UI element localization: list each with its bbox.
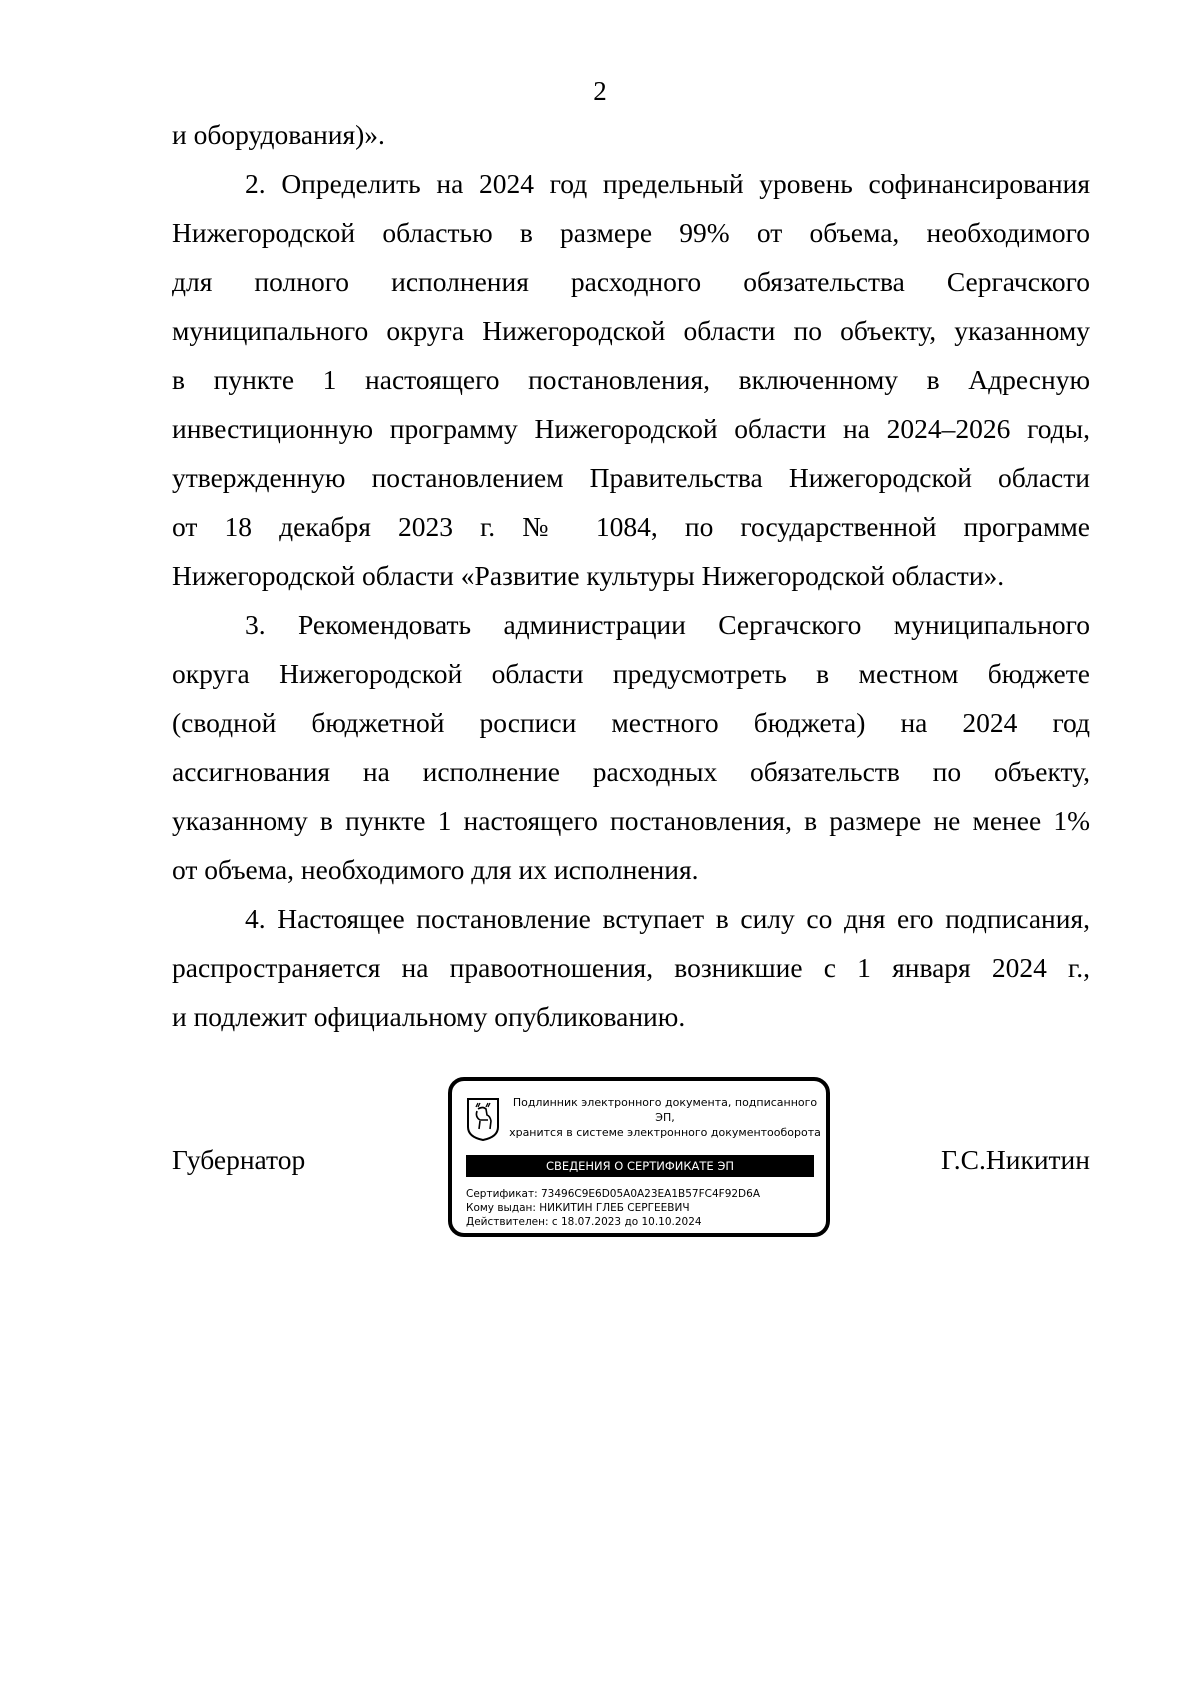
stamp-header	[506, 1095, 824, 1140]
text-line: распространяется на правоотношения, возникшие с 1 января 2024 г.,	[172, 952, 1090, 983]
deer-emblem-icon	[466, 1097, 500, 1141]
signatory-name: Г.С.Никитин	[941, 1144, 1090, 1175]
text-line: Нижегородской области «Развитие культуры Нижегородской области».	[172, 560, 1005, 591]
text-line: от объема, необходимого для их исполнения.	[172, 854, 699, 885]
text-line: указанному в пункте 1 настоящего постановления, в размере не менее 1%	[172, 805, 1090, 836]
text-line: ассигнования на исполнение расходных обязательств по объекту,	[172, 756, 1090, 787]
text-line: и подлежит официальному опубликованию.	[172, 1001, 686, 1032]
text-line: округа Нижегородской области предусмотреть в местном бюджете	[172, 658, 1090, 689]
page-number: 2	[593, 76, 607, 106]
document-body	[172, 110, 1090, 1041]
certificate-validity: Действителен: с 18.07.2023 до 10.10.2024	[466, 1216, 702, 1228]
text-line: в пункте 1 настоящего постановления, включенному в Адресную	[172, 364, 1090, 395]
text-line: (сводной бюджетной росписи местного бюджета) на 2024 год	[172, 707, 1090, 738]
text-line: 3. Рекомендовать администрации Сергачского муниципального	[245, 609, 1090, 640]
signatory-position: Губернатор	[172, 1144, 306, 1175]
text-line: от 18 декабря 2023 г. № 1084, по государственной программе	[172, 511, 1090, 542]
electronic-signature-stamp	[448, 1077, 830, 1237]
text-line: 2. Определить на 2024 год предельный уровень софинансирования	[245, 168, 1090, 199]
text-line: инвестиционную программу Нижегородской области на 2024–2026 годы,	[172, 413, 1090, 444]
stamp-header-line1: Подлинник электронного документа, подписанного ЭП,	[512, 1096, 818, 1124]
certificate-owner: Кому выдан: НИКИТИН ГЛЕБ СЕРГЕЕВИЧ	[466, 1202, 690, 1214]
stamp-header-line2: хранится в системе электронного документооборота	[509, 1126, 821, 1139]
text-line: Нижегородской областью в размере 99% от объема, необходимого	[172, 217, 1090, 248]
text-line: для полного исполнения расходного обязательства Сергачского	[172, 266, 1090, 297]
text-line: утвержденную постановлением Правительства Нижегородской области	[172, 462, 1090, 493]
text-line: муниципального округа Нижегородской области по объекту, указанному	[172, 315, 1090, 346]
text-line: и оборудования)».	[172, 119, 385, 150]
certificate-number: Сертификат: 73496C9E6D05A0A23EA1B57FC4F92D6A	[466, 1188, 761, 1200]
certificate-details	[466, 1187, 760, 1229]
certificate-info-bar: СВЕДЕНИЯ О СЕРТИФИКАТЕ ЭП	[466, 1155, 814, 1177]
text-line: 4. Настоящее постановление вступает в силу со дня его подписания,	[245, 903, 1090, 934]
